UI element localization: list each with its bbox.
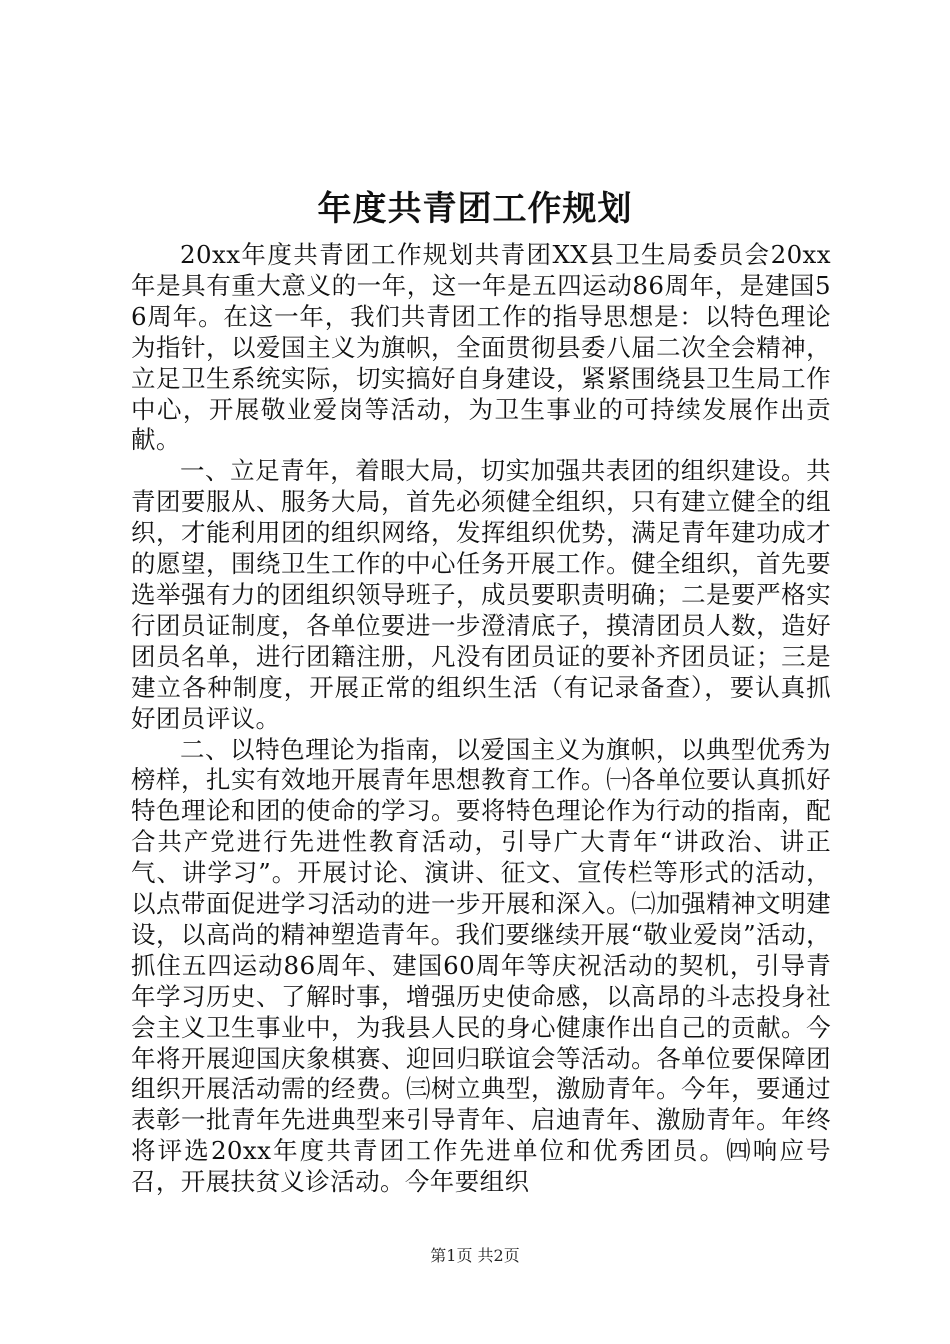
paragraph-section-one: 一、立足青年，着眼大局，切实加强共表团的组织建设。共青团要服从、服务大局，首先必须健全组织，只有建立健全的组织，才能利用团的组织网络，发挥组织优势，满足青年建功成才的愿望，围绕卫生工作的中心任务开展工作。健全组织，首先要选举强有力的团组织领导班子，成员要职责明确；二是要严格实行团员证制度，各单位要进一步澄清底子，摸清团员人数，造好团员名单，进行团籍注册，凡没有团员证的要补齐团员证；三是建立各种制度，开展正常的组织生活（有记录备查），要认真抓好团员评议。 [131,456,831,733]
document-body [131,240,831,1198]
document-title: 年度共青团工作规划 [317,189,633,229]
paragraph-intro: 20xx年度共青团工作规划共青团XX县卫生局委员会20xx年是具有重大意义的一年，这一年是五四运动86周年，是建国56周年。在这一年，我们共青团工作的指导思想是：以特色理论为指针，以爱国主义为旗帜，全面贯彻县委八届二次全会精神，立足卫生系统实际，切实搞好自身建设，紧紧围绕县卫生局工作中心，开展敬业爱岗等活动，为卫生事业的可持续发展作出贡献。 [131,240,831,455]
paragraph-section-two: 二、以特色理论为指南，以爱国主义为旗帜，以典型优秀为榜样，扎实有效地开展青年思想教育工作。㈠各单位要认真抓好特色理论和团的使命的学习。要将特色理论作为行动的指南，配合共产党进行先进性教育活动，引导广大青年“讲政治、讲正气、讲学习”。开展讨论、演讲、征文、宣传栏等形式的活动，以点带面促进学习活动的进一步开展和深入。㈡加强精神文明建设，以高尚的精神塑造青年。我们要继续开展“敬业爱岗”活动，抓住五四运动86周年、建国60周年等庆祝活动的契机，引导青年学习历史、了解时事，增强历史使命感，以高昂的斗志投身社会主义卫生事业中，为我县人民的身心健康作出自己的贡献。今年将开展迎国庆象棋赛、迎回归联谊会等活动。各单位要保障团组织开展活动需的经费。㈢树立典型，激励青年。今年，要通过表彰一批青年先进典型来引导青年、启迪青年、激励青年。年终将评选20xx年度共青团工作先进单位和优秀团员。㈣响应号召，开展扶贫义诊活动。今年要组织 [131,734,831,1197]
page-number-footer: 第1页 共2页 [430,1246,520,1265]
